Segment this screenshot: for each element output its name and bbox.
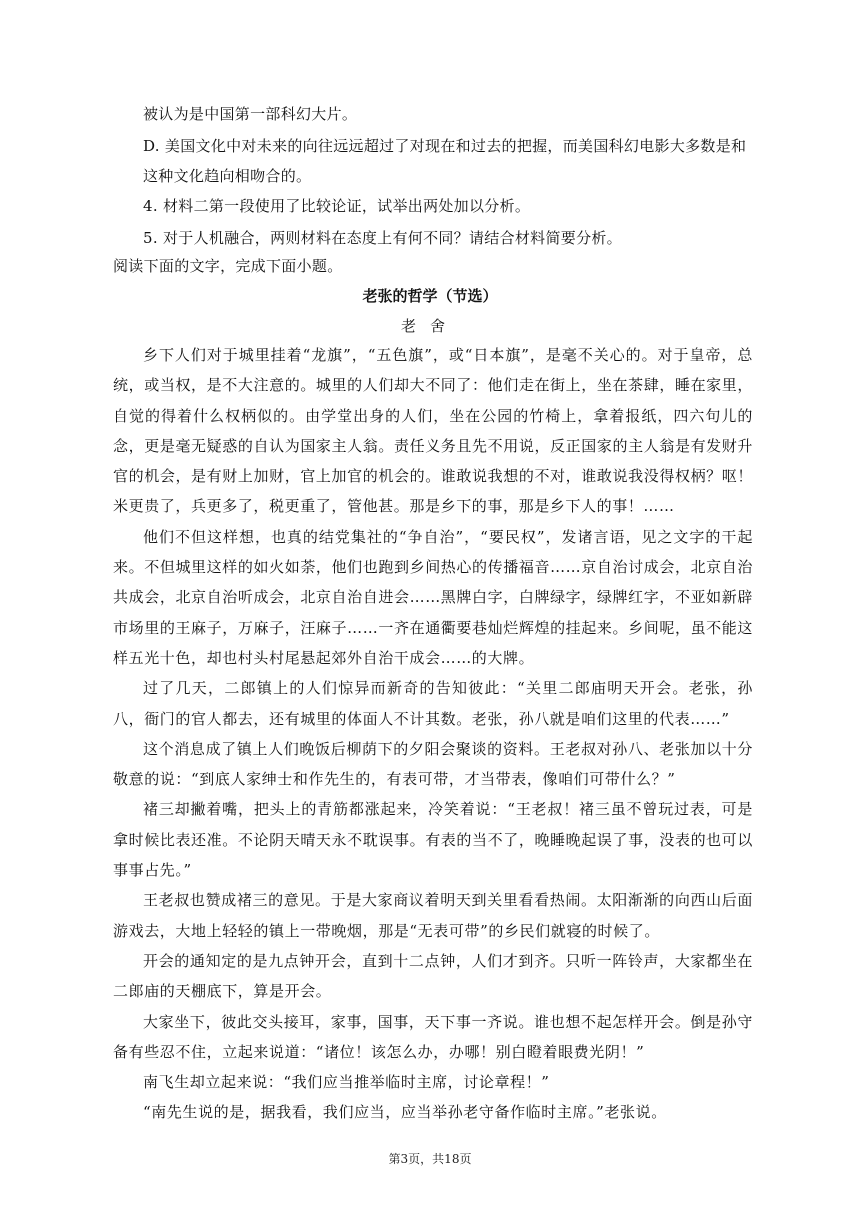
article-paragraph: 开会的通知定的是九点钟开会，直到十二点钟，人们才到齐。只听一阵铃声，大家都坐在二郎庙的天棚底下，算是开会。 [113,951,753,1001]
question-option-d: D. 美国文化中对未来的向往远远超过了对现在和过去的把握，而美国科幻电影大多数是和 [143,137,747,155]
article-paragraph: 这个消息成了镇上人们晚饭后柳荫下的夕阳会聚谈的资料。王老叔对孙八、老张加以十分敬意的说：“到底人家绅士和作先生的，有表可带，才当带表，像咱们可带什么？” [113,739,753,789]
article-paragraph: 南飞生却立起来说：“我们应当推举临时主席，讨论章程！” [143,1073,550,1092]
article-paragraph: “南先生说的是，据我看，我们应当，应当举孙老守备作临时主席。”老张说。 [143,1103,667,1122]
article-body [113,340,753,1128]
question-option-c-continuation: 被认为是中国第一部科幻大片。 [143,105,358,123]
article-paragraph: 乡下人们对于城里挂着“龙旗”，“五色旗”，或“日本旗”，是毫不关心的。对于皇帝，总统，或当权，是不大注意的。城里的人们却大不同了：他们走在街上，坐在茶肆，睡在家里，自觉的得着什么权柄似的。由学堂出身的人们，坐在公园的竹椅上，拿着报纸，四六句儿的念，更是毫无疑惑的自认为国家主人翁。责任义务且先不用说，反正国家的主人翁是有发财升官的机会，是有财上加财，官上加官的机会的。谁敢说我想的不对，谁敢说我没得权柄？呕！米更贵了，兵更多了，税更重了，管他甚。那是乡下的事，那是乡下人的事！…… [113,346,753,516]
question-option-d-continuation: 这种文化趋向相吻合的。 [143,167,312,185]
article-paragraph: 他们不但这样想，也真的结党集社的“争自治”，“要民权”，发诸言语，见之文字的干起来。不但城里这样的如火如荼，他们也跑到乡间热心的传播福音……京自治讨成会，北京自治共成会，北京自治听成会，北京自治自进会……黑牌白字，白牌绿字，绿牌红字，不亚如新辟市场里的王麻子，万麻子，汪麻子……一齐在通衢要巷灿烂辉煌的挂起来。乡间呢，虽不能这样五光十色，却也村头村尾悬起郊外自治干成会……的大牌。 [113,527,753,667]
article-title: 老张的哲学（节选） [362,287,498,305]
question-4: 4. 材料二第一段使用了比较论证，试举出两处加以分析。 [143,197,531,215]
article-paragraph: 王老叔也赞成褚三的意见。于是大家商议着明天到关里看看热闹。太阳渐渐的向西山后面游戏去，大地上轻轻的镇上一带晚烟，那是“无表可带”的乡民们就寝的时候了。 [113,891,753,940]
page-footer: 第3页，共18页 [388,1152,472,1166]
article-paragraph: 褚三却撇着嘴，把头上的青筋都涨起来，冷笑着说：“王老叔！褚三虽不曾玩过表，可是拿时候比表还准。不论阴天晴天永不耽误事。有表的当不了，晚睡晚起误了事，没表的也可以事事占先。” [113,800,753,880]
article-paragraph: 过了几天，二郎镇上的人们惊异而新奇的告知彼此：“关里二郎庙明天开会。老张，孙八，衙门的官人都去，还有城里的体面人不计其数。老张，孙八就是咱们这里的代表……” [113,679,753,728]
reading-instruction: 阅读下面的文字，完成下面小题。 [113,257,343,275]
question-5: 5. 对于人机融合，两则材料在态度上有何不同？请结合材料简要分析。 [143,229,622,247]
article-paragraph: 大家坐下，彼此交头接耳，家事，国事，天下事一齐说。谁也想不起怎样开会。倒是孙守备有些忍不住，立起来说道：“诸位！该怎么办，办哪！别白瞪着眼费光阴！” [113,1012,753,1061]
article-author: 老舍 [400,317,459,335]
